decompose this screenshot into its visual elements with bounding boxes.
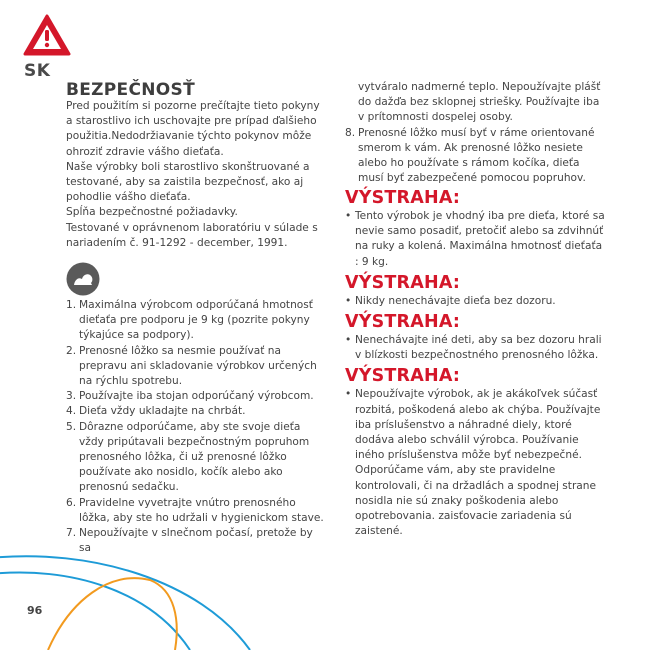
page-number: 96 [27, 604, 43, 617]
intro-paragraph: Pred použitím si pozorne prečítajte tieto pokyny a starostlivo ich uschovajte pre prípad ďalšieho použitia.Nedodržiavanie týchto pokynov môže ohroziť zdravie vášho dieťaťa. [66, 100, 320, 158]
item-number: 4. [66, 405, 77, 418]
warning-block [345, 272, 607, 309]
list-item [66, 298, 328, 344]
warning-heading: VÝSTRAHA: [345, 366, 461, 387]
warning-heading: VÝSTRAHA: [345, 312, 461, 333]
item-text: Dieťa vždy ukladajte na chrbát. [79, 405, 246, 418]
list-item [66, 404, 328, 419]
warning-body: Tento výrobok je vhodný iba pre dieťa, ktoré sa nevie samo posadiť, pretočiť alebo sa zdvihnúť na ruky a kolená. Maximálna hmotnosť dieťaťa : 9 kg. [355, 210, 605, 268]
warnings-section [345, 187, 607, 541]
item-number: 1. [66, 299, 77, 311]
section-title: BEZPEČNOSŤ [66, 80, 195, 100]
intro-paragraph: Testované v oprávnenom laboratóriu v súlade s nariadením č. 91-1292 - december, 1991. [66, 221, 318, 249]
item-text: Maximálna výrobcom odporúčaná hmotnosť dieťaťa pre podporu je 9 kg (pozrite pokyny týkajúce sa podpory). [79, 299, 313, 342]
bullet: • [345, 388, 352, 401]
item-text: Prenosné lôžko musí byť v ráme orientované smerom k vám. Ak prenosné lôžko nesiete alebo ho používate s rámom kočíka, dieťa musí byť zabezpečené pomocou popruhov. [358, 126, 595, 185]
list-item [345, 126, 607, 187]
warning-text [345, 209, 607, 270]
intro-paragraph: Naše výrobky boli starostlivo skonštruované a testované, aby sa zaistila bezpečnosť, ako aj pohodlie vášho dieťaťa. [66, 160, 310, 204]
warning-body: Nepoužívajte výrobok, ak je akákoľvek súčasť rozbitá, poškodená alebo ak chýba. Používajte iba príslušenstvo a náhradné diely, ktoré dodáva alebo schválil výrobca. Používanie iného príslušenstva môže byť nebezpečné. Odporúčame vám, aby ste pravidelne kontrolovali, či na držadlách a spodnej strane nosidla nie sú znaky poškodenia alebo opotrebovania. zaisťovacie zariadenia sú zaistené. [355, 388, 601, 538]
warning-body: Nenechávajte iné deti, aby sa bez dozoru hrali v blízkosti bezpečnostného prenosného lôžka. [355, 334, 602, 362]
item-number: 7. [66, 527, 77, 540]
warning-text [345, 387, 607, 539]
item-number: 3. [66, 390, 77, 403]
warning-block [345, 365, 607, 539]
item-number: 8. [345, 126, 356, 139]
warning-triangle-icon [22, 13, 72, 57]
list-item [66, 344, 328, 390]
intro-text [66, 99, 328, 251]
warning-body: Nikdy nenechávajte dieťa bez dozoru. [355, 294, 556, 307]
list-item [66, 496, 328, 526]
language-code: SK [24, 61, 51, 81]
warning-heading: VÝSTRAHA: [345, 188, 461, 208]
list-item [66, 420, 328, 496]
bullet: • [345, 334, 352, 347]
intro-paragraph: Spĺňa bezpečnostné požiadavky. [66, 206, 238, 219]
warning-heading: VÝSTRAHA: [345, 272, 461, 293]
bullet: • [345, 210, 352, 222]
item-text: Prenosné lôžko sa nesmie používať na prepravu ani skladovanie výrobkov určených na rýchlu spotrebu. [79, 344, 317, 388]
warning-text [345, 294, 607, 309]
carrycot-baby-icon [66, 262, 100, 296]
item-text: Nepoužívajte v slnečnom počasí, pretože by sa [79, 527, 313, 555]
safety-instructions-list [66, 298, 328, 556]
item-number: 5. [66, 420, 77, 433]
bullet: • [345, 294, 352, 307]
warning-text [345, 333, 607, 363]
safety-instructions-continued [345, 80, 607, 186]
item-text: Pravidelne vyvetrajte vnútro prenosného lôžka, aby ste ho udržali v hygienickom stave. [79, 496, 324, 524]
item-7-continuation: vytváralo nadmerné teplo. Nepoužívajte plášť do dažďa bez sklopnej striešky. Používajte iba v prítomnosti dospelej osoby. [358, 81, 601, 124]
warning-block [345, 311, 607, 363]
item-number: 6. [66, 496, 77, 509]
list-item [66, 389, 328, 404]
item-number: 2. [66, 344, 77, 357]
item-text: Používajte iba stojan odporúčaný výrobcom. [79, 390, 314, 403]
item-text: Dôrazne odporúčame, aby ste svoje dieťa vždy pripútavali bezpečnostným popruhom prenosného lôžka, či už prenosné lôžko používate ako nosidlo, kočík alebo ako prenosnú sedačku. [79, 420, 310, 494]
list-item [66, 526, 328, 556]
warning-block [345, 187, 607, 270]
